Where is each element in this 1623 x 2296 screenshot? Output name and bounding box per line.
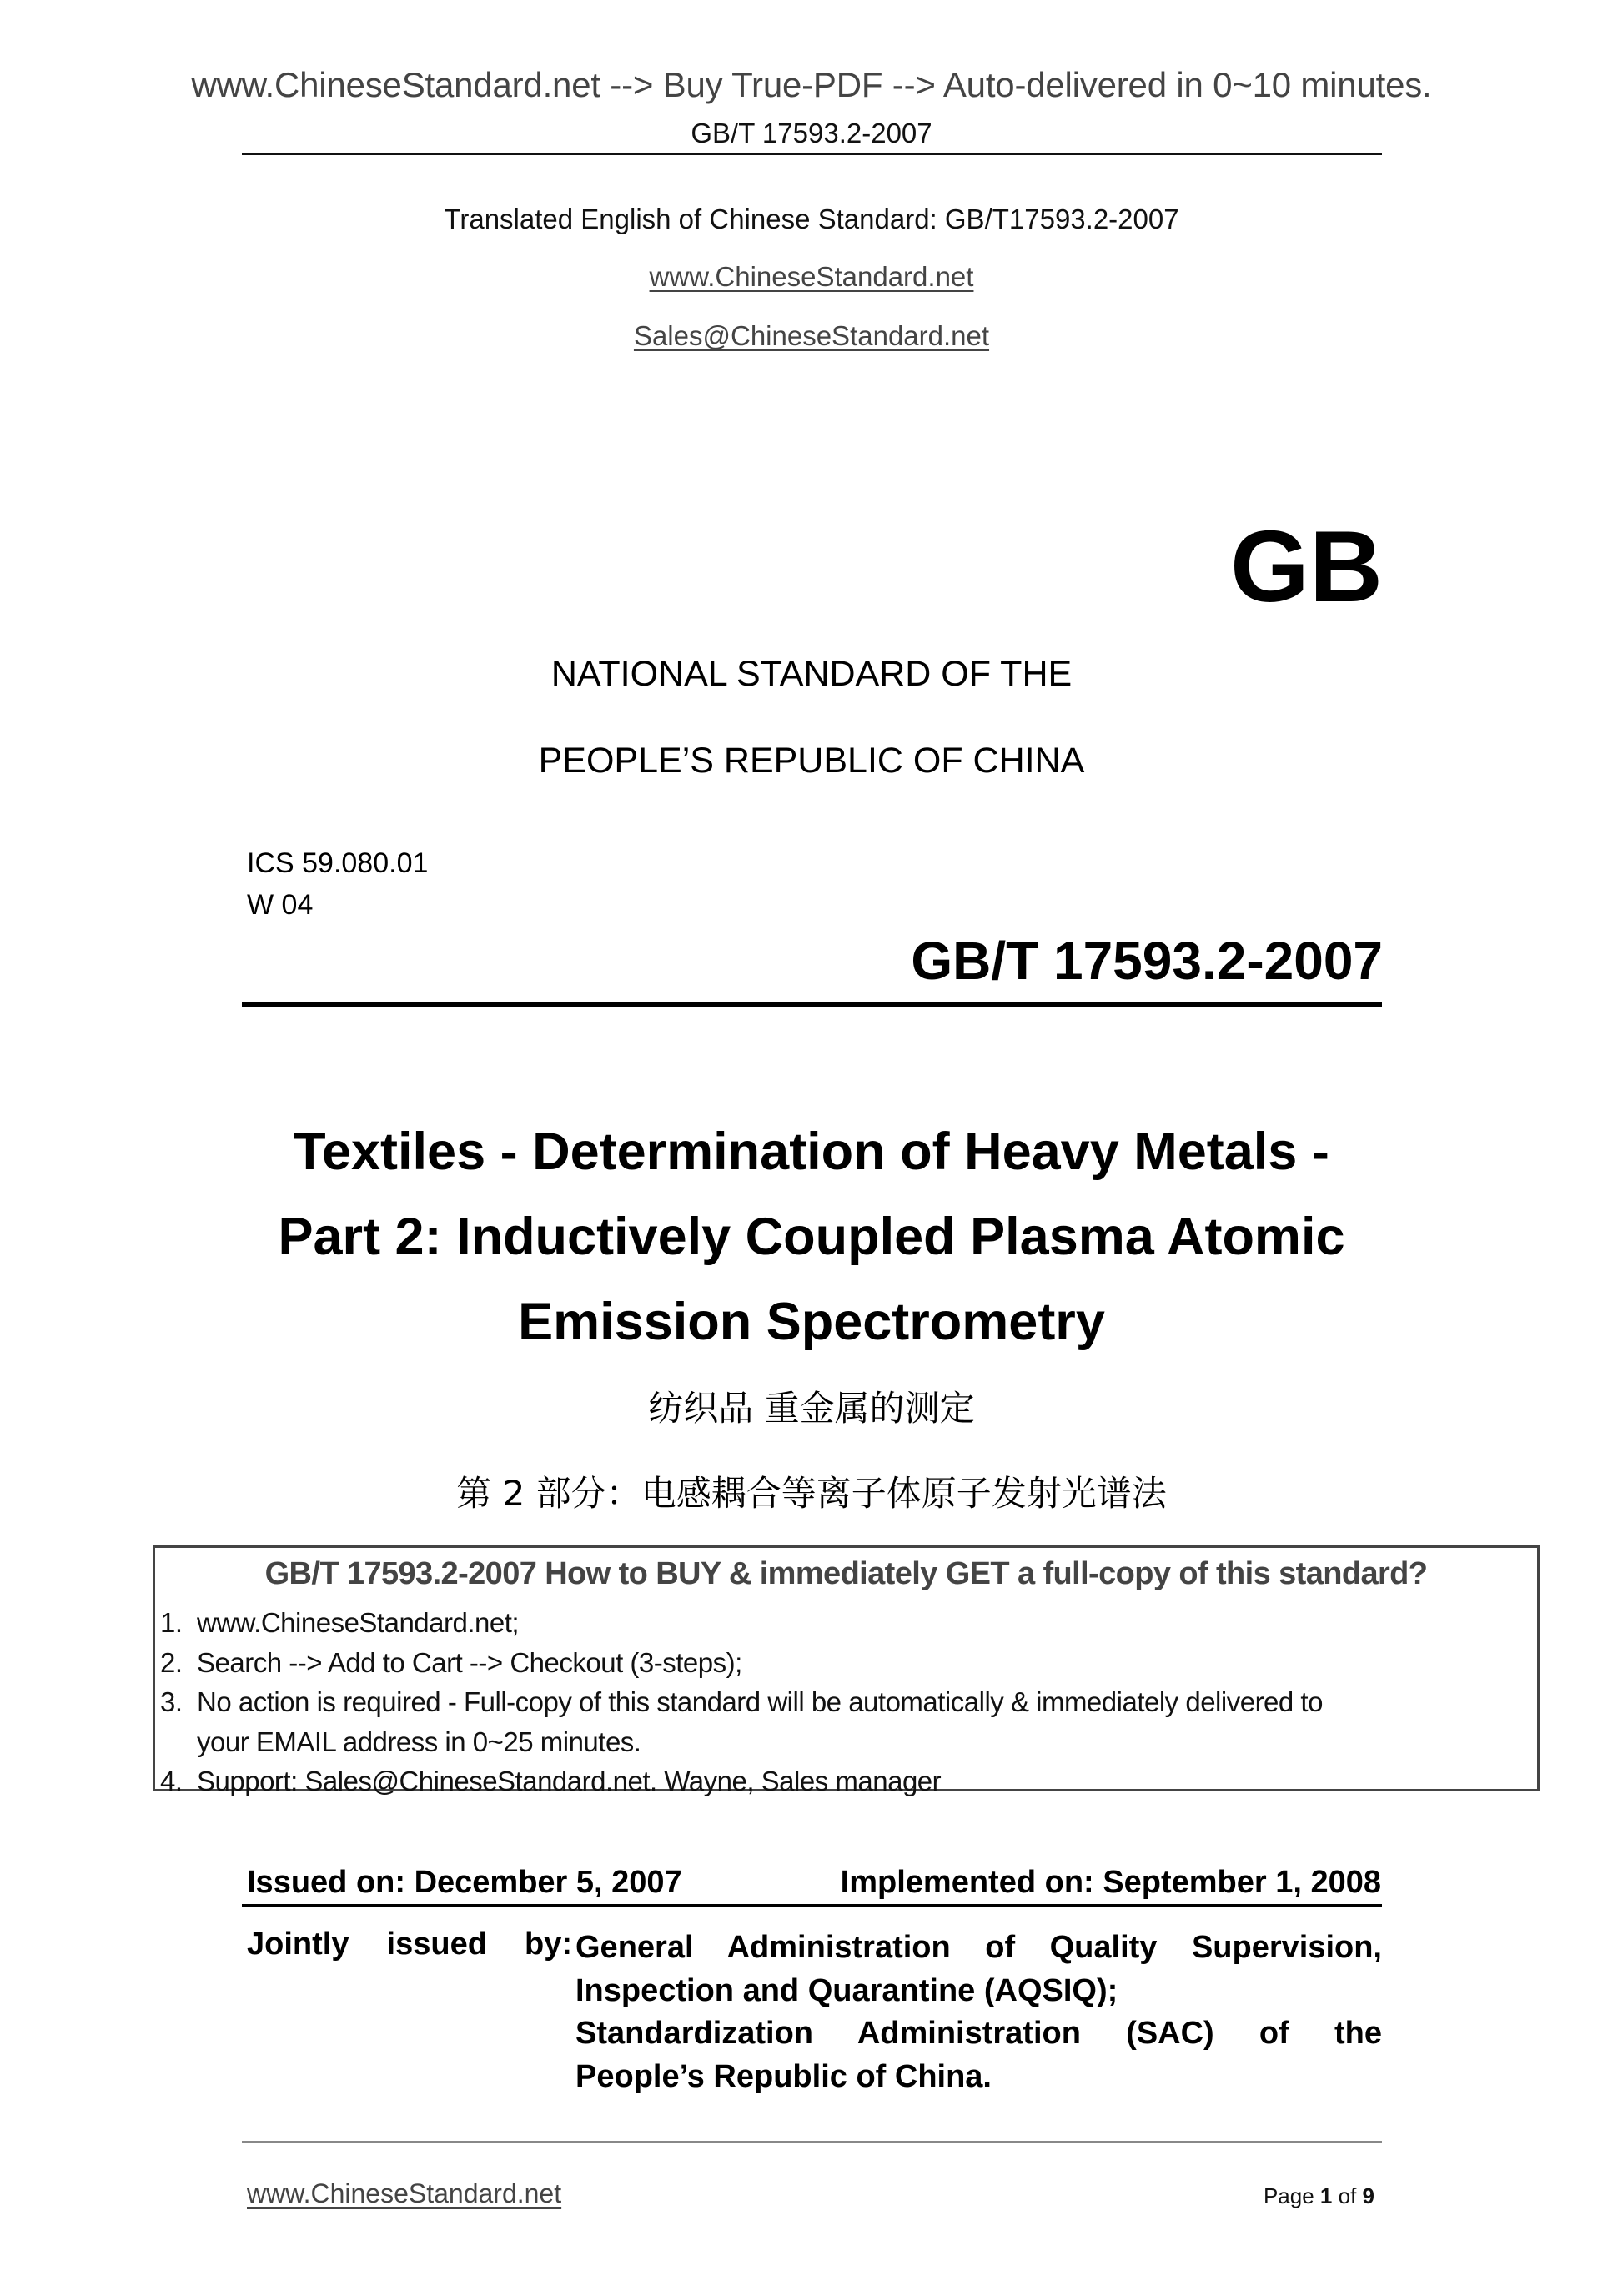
chinese-title-line2: 第 2 部分：电感耦合等离子体原子发射光谱法 <box>456 1473 1167 1514</box>
step-text: Support: Sales@ChineseStandard.net. Wayne, Sales manager <box>197 1766 942 1796</box>
header-divider <box>242 153 1382 155</box>
page-current: 1 <box>1319 2183 1333 2208</box>
purchase-step <box>160 1643 1323 1683</box>
implemented-date: Implemented on: September 1, 2008 <box>840 1865 1381 1900</box>
purchase-step <box>160 1682 1323 1761</box>
header-standard-code: GB/T 17593.2-2007 <box>691 118 932 148</box>
classification-codes <box>247 842 428 926</box>
national-standard-line2: PEOPLE’S REPUBLIC OF CHINA <box>538 741 1085 781</box>
step-number: 4. <box>160 1766 183 1796</box>
step-text: No action is required - Full-copy of this standard will be automatically & immediately delivered to <box>197 1686 1323 1717</box>
authority-line: Standardization Administration (SAC) of the <box>575 2016 1382 2051</box>
email-link[interactable]: Sales@ChineseStandard.net <box>633 320 990 351</box>
document-title <box>0 1109 1623 1364</box>
chinese-title-line1: 纺织品 重金属的测定 <box>648 1388 975 1429</box>
footer-divider <box>242 2141 1382 2143</box>
authority-line: General Administration of Quality Supervision, <box>575 1930 1382 1965</box>
title-line: Textiles - Determination of Heavy Metals - <box>294 1123 1329 1181</box>
issued-date: Issued on: December 5, 2007 <box>247 1865 682 1900</box>
website-link-container <box>0 261 1623 293</box>
purchase-box-title: GB/T 17593.2-2007 How to BUY & immediately GET a full-copy of this standard? <box>264 1556 1428 1591</box>
page-mid: of <box>1332 2183 1363 2208</box>
page-indicator <box>1264 2183 1374 2209</box>
jointly-issued-label: Jointly issued by: <box>247 1927 572 1962</box>
page-total: 9 <box>1362 2183 1374 2208</box>
step-number: 1. <box>160 1607 183 1638</box>
issuance-divider <box>242 1904 1382 1907</box>
top-banner: www.ChineseStandard.net --> Buy True-PDF --> Auto-delivered in 0~10 minutes. <box>191 65 1432 104</box>
issuing-authorities <box>575 1927 1382 2098</box>
purchase-step <box>160 1761 1323 1801</box>
authority-line: People’s Republic of China. <box>575 2058 992 2094</box>
email-link-container <box>0 320 1623 352</box>
authority-line: Inspection and Quarantine (AQSIQ); <box>575 1972 1118 2008</box>
purchase-steps <box>160 1603 1323 1801</box>
footer-website-link[interactable]: www.ChineseStandard.net <box>247 2178 562 2208</box>
step-text[interactable]: www.ChineseStandard.net; <box>197 1607 520 1638</box>
gb-mark: GB <box>1230 510 1383 623</box>
step-number: 2. <box>160 1646 183 1678</box>
translated-label: Translated English of Chinese Standard: GB/T17593.2-2007 <box>444 203 1179 234</box>
standard-number: GB/T 17593.2-2007 <box>911 931 1383 991</box>
ics-code: ICS 59.080.01 <box>247 847 429 879</box>
purchase-step <box>160 1603 1323 1643</box>
website-link[interactable]: www.ChineseStandard.net <box>649 261 974 292</box>
title-line: Emission Spectrometry <box>518 1293 1105 1351</box>
step-text: Search --> Add to Cart --> Checkout (3-steps); <box>197 1646 742 1678</box>
step-text-continued: your EMAIL address in 0~25 minutes. <box>197 1726 641 1757</box>
step-number: 3. <box>160 1686 183 1717</box>
national-standard-line1: NATIONAL STANDARD OF THE <box>550 654 1073 694</box>
purchase-info-box <box>153 1545 1540 1796</box>
title-divider <box>242 1002 1382 1007</box>
title-line: Part 2: Inductively Coupled Plasma Atomic <box>278 1208 1345 1266</box>
page-prefix: Page <box>1263 2183 1320 2208</box>
ccs-code: W 04 <box>247 889 314 921</box>
